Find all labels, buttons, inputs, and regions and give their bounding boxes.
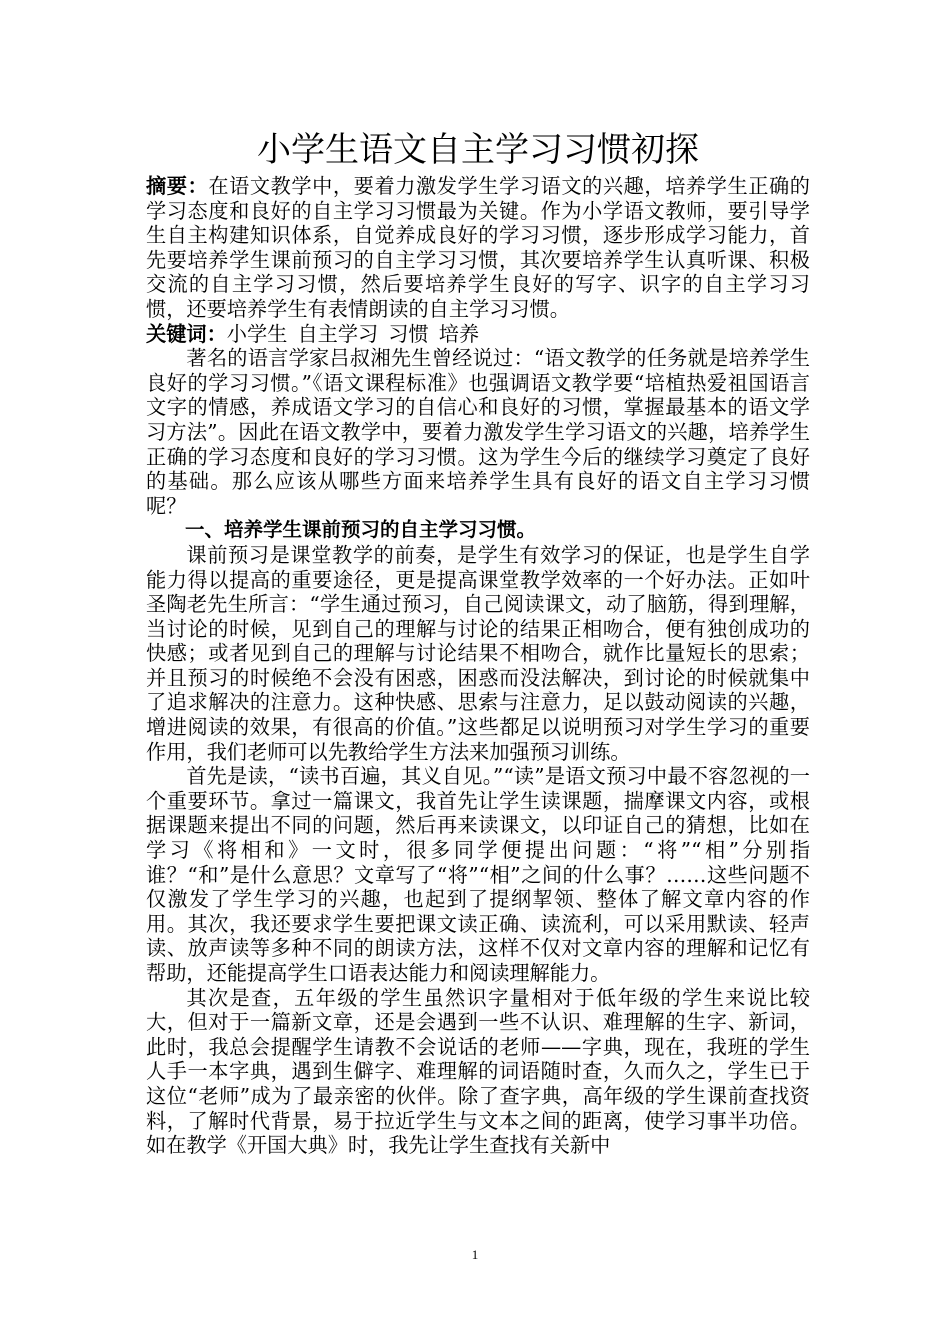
body-paragraph: 课前预习是课堂教学的前奏，是学生有效学习的保证，也是学生自学能力得以提高的重要途径，更是提高课堂教学效率的一个好办法。正如叶圣陶老先生所言：“学生通过预习，自己阅读课文，动了脑筋，得到理解，当讨论的时候，见到自己的理解与讨论的结果正相吻合，便有独创成功的快感；或者见到自己的理解与讨论结果不相吻合，就作比量短长的思索；并且预习的时候绝不会没有困惑，困惑而没法解决，到讨论的时候就集中了追求解决的注意力。这种快感、思索与注意力，足以鼓动阅读的兴趣，增进阅读的效果，有很高的价值。”这些都足以说明预习对学生学习的重要作用，我们老师可以先教给学生方法来加强预习训练。 xyxy=(146,542,810,764)
abstract xyxy=(146,174,810,322)
keywords xyxy=(146,322,810,347)
intro-paragraph: 著名的语言学家吕叔湘先生曾经说过：“语文教学的任务就是培养学生良好的学习习惯。”《语文课程标准》也强调语文教学要“培植热爱祖国语言文字的情感，养成语文学习的自信心和良好的习惯，掌握最基本的语文学习方法”。因此在语文教学中，要着力激发学生学习语文的兴趣，培养学生正确的学习态度和良好的学习习惯。这为学生今后的继续学习奠定了良好的基础。那么应该从哪些方面来培养学生具有良好的语文自主学习习惯呢？ xyxy=(146,346,810,518)
keyword: 自主学习 xyxy=(297,321,379,346)
keyword: 习惯 xyxy=(388,321,429,346)
section-heading: 一、培养学生课前预习的自主学习习惯。 xyxy=(185,518,537,542)
body-paragraph: 其次是查，五年级的学生虽然识字量相对于低年级的学生来说比较大，但对于一篇新文章，还是会遇到一些不认识、难理解的生字、新词，此时，我总会提醒学生请教不会说话的老师——字典，现在，我班的学生人手一本字典，遇到生僻字、难理解的词语随时查，久而久之，学生已于这位“老师”成为了最亲密的伙伴。除了查字典，高年级的学生课前查找资料，了解时代背景，易于拉近学生与文本之间的距离，使学习事半功倍。如在教学《开国大典》时，我先让学生查找有关新中 xyxy=(146,985,810,1158)
keyword: 小学生 xyxy=(226,321,288,346)
body-paragraph: 首先是读，“读书百遍，其义自见。”“读”是语文预习中最不容忽视的一个重要环节。拿过一篇课文，我首先让学生读课题，揣摩课文内容，或根据课题来提出不同的问题，然后再来读课文，以印证自己的猜想，比如在学习《将相和》一文时，很多同学便提出问题：“将”“相”分别指谁？“和”是什么意思？文章写了“将”“相”之间的什么事？……这些问题不仅激发了学生学习的兴趣，也起到了提纲挈领、整体了解文章内容的作用。其次，我还要求学生要把课文读正确、读流利，可以采用默读、轻声读、放声读等多种不同的朗读方法，这样不仅对文章内容的理解和记忆有帮助，还能提高学生口语表达能力和阅读理解能力。 xyxy=(146,764,810,985)
keywords-label: 关键词： xyxy=(146,321,227,346)
page-number: 1 xyxy=(471,1247,479,1262)
document-title: 小学生语文自主学习习惯初探 xyxy=(257,130,699,170)
abstract-text: 在语文教学中，要着力激发学生学习语文的兴趣，培养学生正确的学习态度和良好的自主学习习惯最为关键。作为小学语文教师，要引导学生自主构建知识体系，自觉养成良好的学习习惯，逐步形成学习能力，首先要培养学生课前预习的自主学习习惯，其次要培养学生认真听课、积极交流的自主学习习惯，然后要培养学生良好的写字、识字的自主学习习惯，还要培养学生有表情朗读的自主学习习惯。 xyxy=(146,174,810,321)
keyword: 培养 xyxy=(438,321,480,346)
document-page xyxy=(146,128,810,1158)
abstract-label: 摘要： xyxy=(146,174,209,198)
